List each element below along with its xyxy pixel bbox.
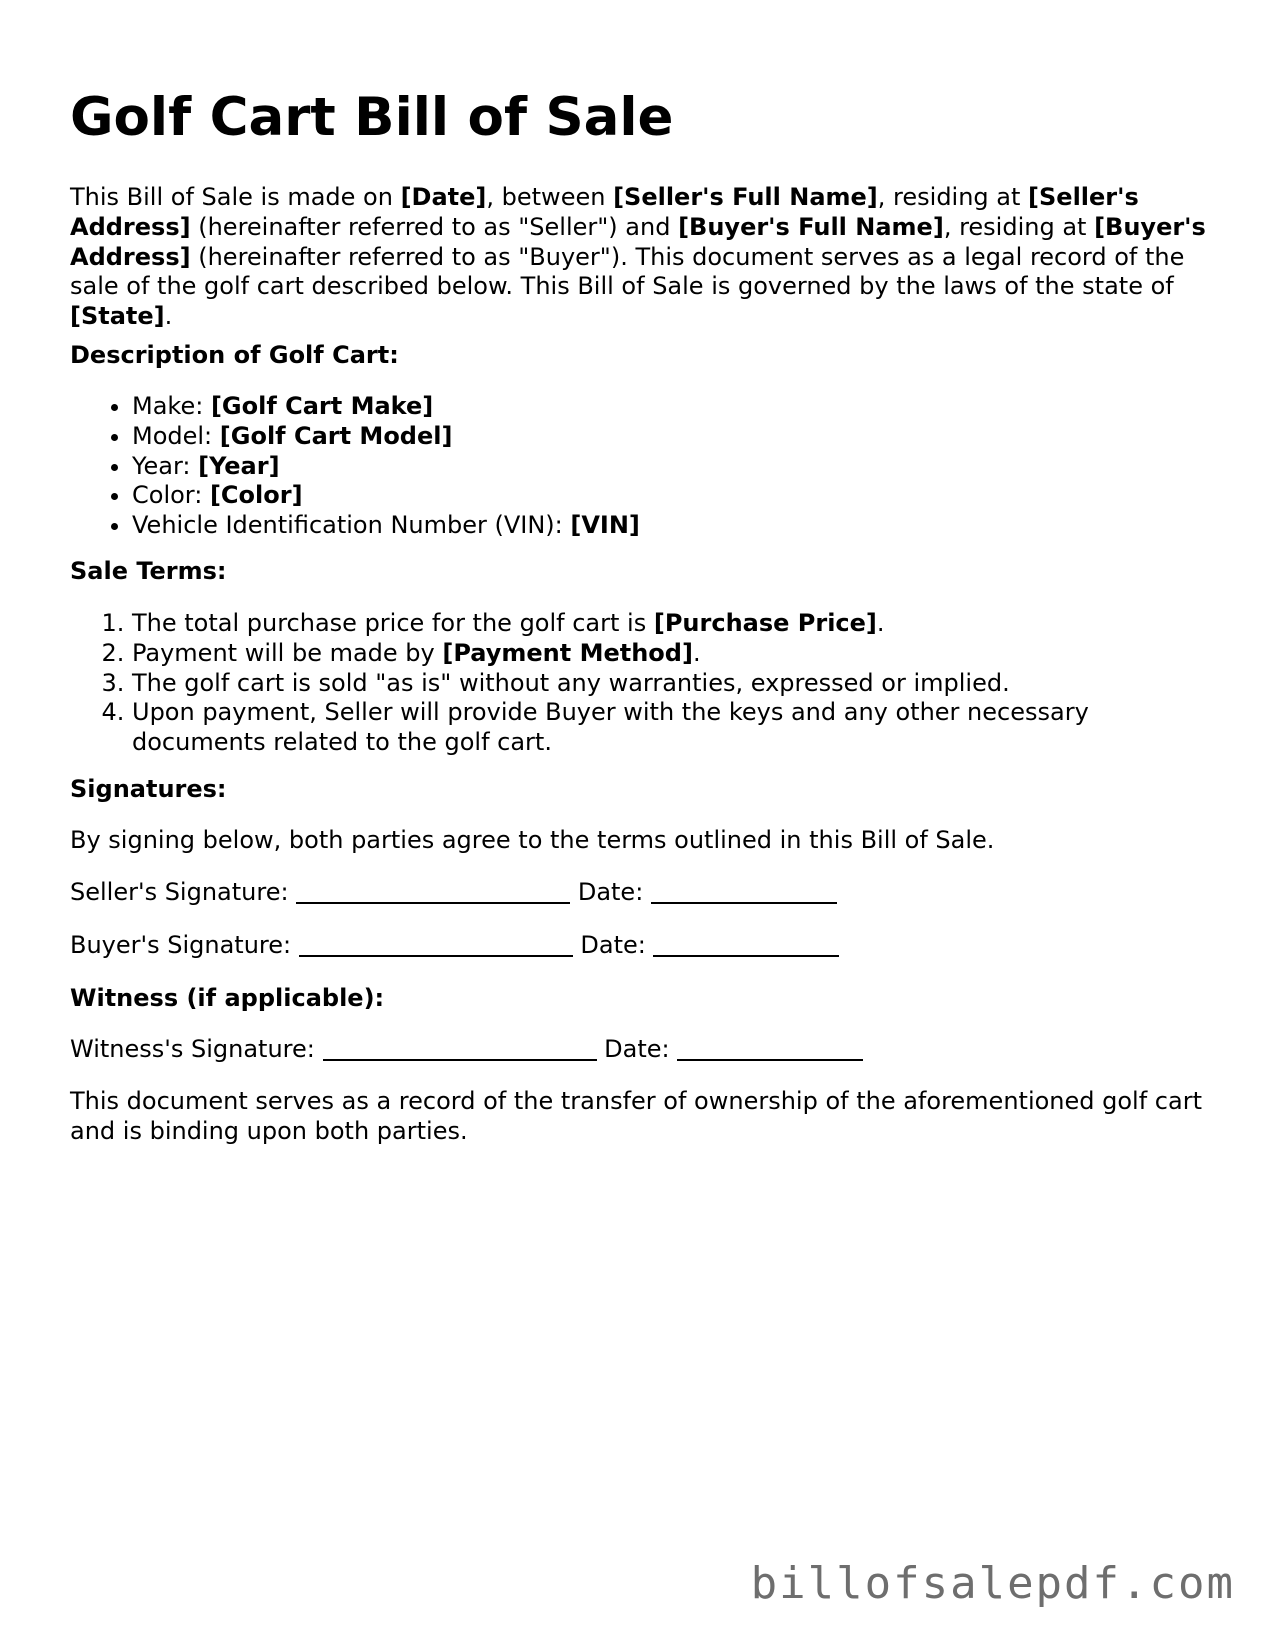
witness-date-line[interactable] [677, 1035, 863, 1061]
list-item [132, 511, 1210, 541]
year-label: Year: [132, 451, 199, 480]
agreement-text: By signing below, both parties agree to the terms outlined in this Bill of Sale. [70, 826, 995, 854]
seller-signature-line[interactable] [296, 878, 570, 904]
description-list [70, 392, 1210, 541]
buyer-date-label: Date: [572, 931, 654, 959]
intro-text-2: , between [486, 183, 614, 211]
year-value: [Year] [198, 451, 280, 480]
term-text: . [876, 609, 885, 637]
seller-signature-label: Seller's Signature: [70, 878, 297, 906]
buyer-signature-label: Buyer's Signature: [70, 931, 299, 959]
make-label: Make: [132, 392, 211, 420]
intro-text-3: , residing at [877, 183, 1029, 211]
intro-text-5: , residing at [943, 212, 1095, 241]
list-item [132, 481, 1210, 511]
list-item: 3. The golf cart is sold "as is" without any warranties, expressed or implied. [132, 669, 1210, 699]
seller-address-placeholder: [Seller's Address] [70, 183, 1139, 241]
payment-method-placeholder: [Payment Method] [442, 638, 693, 667]
description-heading: Description of Golf Cart: [70, 341, 399, 369]
signatures-heading: Signatures: [70, 775, 227, 803]
witness-heading: Witness (if applicable): [70, 984, 385, 1012]
intro-text-6: (hereinafter referred to as "Buyer"). This document serves as a legal record of the sale of the golf cart described below. This Bill of Sale is governed by the laws of the state of [70, 242, 1185, 301]
vin-label: Vehicle Identification Number (VIN): [132, 511, 571, 540]
list-item [132, 452, 1210, 482]
date-placeholder: [Date] [400, 183, 487, 211]
buyer-address-placeholder: [Buyer's Address] [70, 212, 1206, 271]
buyer-signature-row [70, 931, 839, 961]
document-title: Golf Cart Bill of Sale [70, 87, 674, 148]
intro-paragraph [70, 183, 1208, 332]
seller-name-placeholder: [Seller's Full Name] [613, 183, 878, 211]
list-item [132, 609, 1210, 639]
witness-signature-label: Witness's Signature: [70, 1035, 323, 1063]
seller-signature-row [70, 878, 837, 908]
sale-terms-list [70, 609, 1210, 758]
seller-date-label: Date: [570, 878, 651, 906]
closing-paragraph: This document serves as a record of the transfer of ownership of the aforementioned golf cart and is binding upon both parties. [70, 1087, 1202, 1145]
buyer-date-line[interactable] [653, 931, 839, 957]
intro-text-7: . [164, 302, 173, 331]
list-item [132, 639, 1210, 669]
seller-date-line[interactable] [651, 878, 837, 904]
sale-terms-heading: Sale Terms: [70, 557, 227, 585]
state-placeholder: [State] [70, 302, 165, 331]
model-value: [Golf Cart Model] [219, 421, 453, 450]
list-item [132, 392, 1210, 422]
intro-text-1: This Bill of Sale is made on [70, 183, 401, 211]
make-value: [Golf Cart Make] [210, 392, 434, 420]
buyer-signature-line[interactable] [299, 931, 573, 957]
list-item [132, 422, 1210, 452]
witness-signature-row [70, 1035, 863, 1065]
witness-date-label: Date: [596, 1035, 678, 1063]
term-text: Payment will be made by [132, 638, 443, 667]
model-label: Model: [132, 421, 220, 450]
buyer-name-placeholder: [Buyer's Full Name] [678, 212, 944, 241]
term-text: The total purchase price for the golf cart is [132, 609, 654, 637]
color-value: [Color] [209, 481, 303, 510]
term-text: . [692, 638, 701, 667]
list-item: 4. Upon payment, Seller will provide Buyer with the keys and any other necessary documents related to the golf cart. [132, 698, 1210, 758]
intro-text-4: (hereinafter referred to as "Seller") and [190, 212, 679, 241]
watermark: billofsalepdf.com [750, 1558, 1235, 1609]
purchase-price-placeholder: [Purchase Price] [653, 609, 877, 637]
color-label: Color: [132, 481, 210, 510]
witness-signature-line[interactable] [323, 1035, 597, 1061]
vin-value: [VIN] [570, 511, 640, 540]
